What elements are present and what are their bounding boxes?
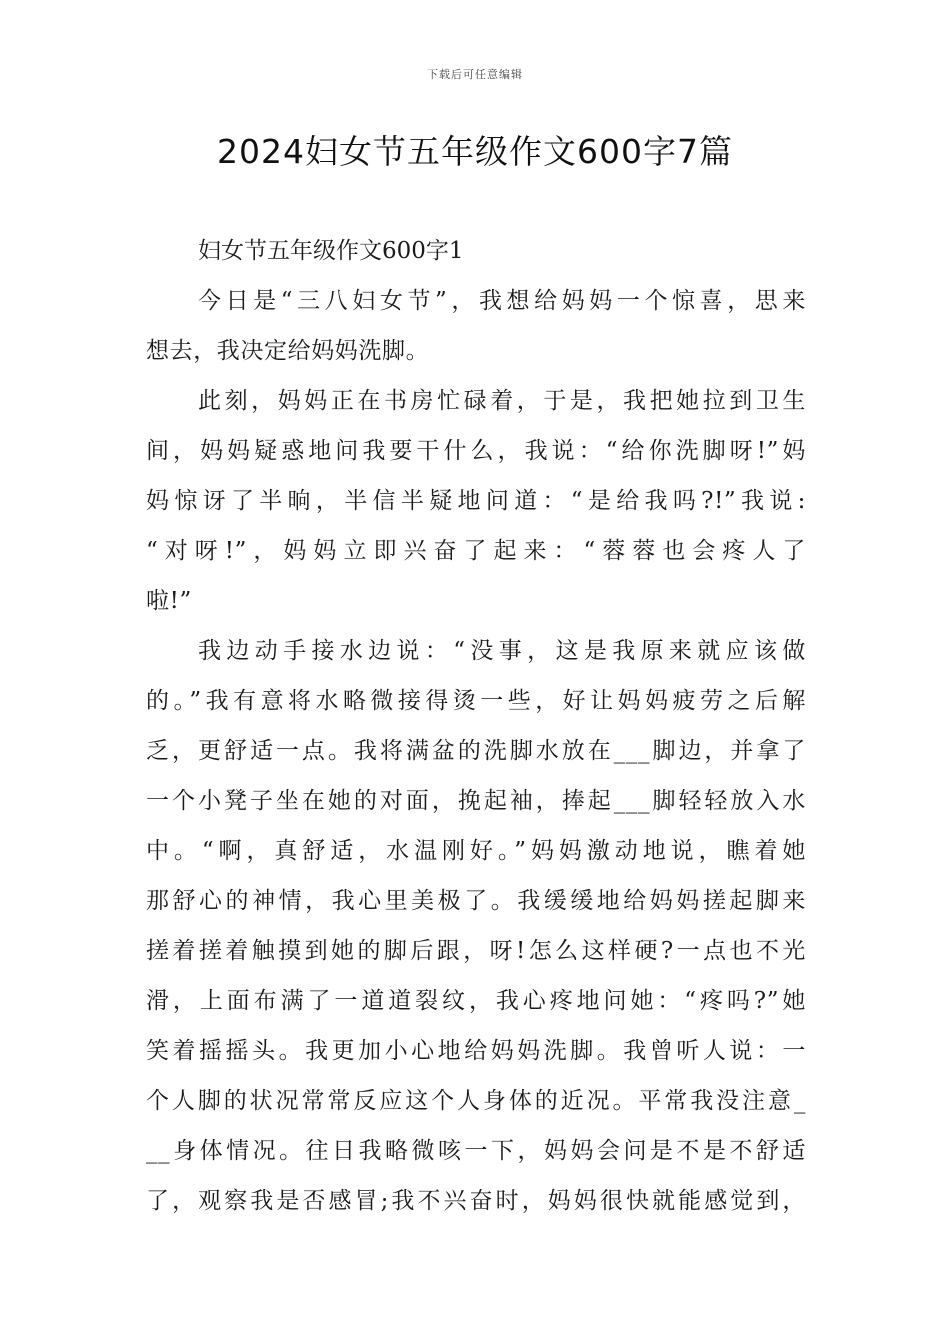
paragraph-line: 中。“啊，真舒适，水温刚好。”妈妈激动地说，瞧着她 xyxy=(146,838,806,864)
paragraph-line: 笑着摇摇头。我更加小心地给妈妈洗脚。我曾听人说：一 xyxy=(146,1038,806,1064)
paragraph-line: 的。”我有意将水略微接得烫一些，好让妈妈疲劳之后解 xyxy=(146,688,806,714)
paragraph-line: __身体情况。往日我略微咳一下，妈妈会问是不是不舒适 xyxy=(146,1138,806,1164)
paragraph-line: 间，妈妈疑惑地问我要干什么，我说：“给你洗脚呀!”妈 xyxy=(146,438,806,464)
paragraph-line: 滑，上面布满了一道道裂纹，我心疼地问她：“疼吗?”她 xyxy=(146,988,806,1014)
paragraph-line: 搓着搓着触摸到她的脚后跟，呀!怎么这样硬?一点也不光 xyxy=(146,938,806,964)
paragraph-line: 我边动手接水边说：“没事，这是我原来就应该做 xyxy=(198,638,806,664)
paragraph-line: 此刻，妈妈正在书房忙碌着，于是，我把她拉到卫生 xyxy=(198,388,806,414)
paragraph-line: 那舒心的神情，我心里美极了。我缓缓地给妈妈搓起脚来 xyxy=(146,888,806,914)
paragraph-line: 个人脚的状况常常反应这个人身体的近况。平常我没注意_ xyxy=(146,1088,806,1114)
document-body xyxy=(146,226,806,1226)
paragraph-line: 啦!” xyxy=(146,588,192,614)
paragraph-line: “对呀!”，妈妈立即兴奋了起来：“蓉蓉也会疼人了 xyxy=(146,538,806,564)
document-title: 2024妇女节五年级作文600字7篇 xyxy=(217,132,733,171)
paragraph-line: 乏，更舒适一点。我将满盆的洗脚水放在___脚边，并拿了 xyxy=(146,738,806,764)
page-header-note: 下载后可任意编辑 xyxy=(427,68,523,81)
paragraph-line: 妈惊讶了半晌，半信半疑地问道：“是给我吗?!”我说: xyxy=(146,488,806,514)
paragraph-line: 了，观察我是否感冒;我不兴奋时，妈妈很快就能感觉到， xyxy=(146,1188,806,1214)
section-title: 妇女节五年级作文600字1 xyxy=(198,238,464,264)
paragraph-line: 一个小凳子坐在她的对面，挽起袖，捧起___脚轻轻放入水 xyxy=(146,788,806,814)
paragraph-line: 今日是“三八妇女节”，我想给妈妈一个惊喜，思来 xyxy=(198,288,806,314)
paragraph-line: 想去，我决定给妈妈洗脚。 xyxy=(146,338,430,364)
